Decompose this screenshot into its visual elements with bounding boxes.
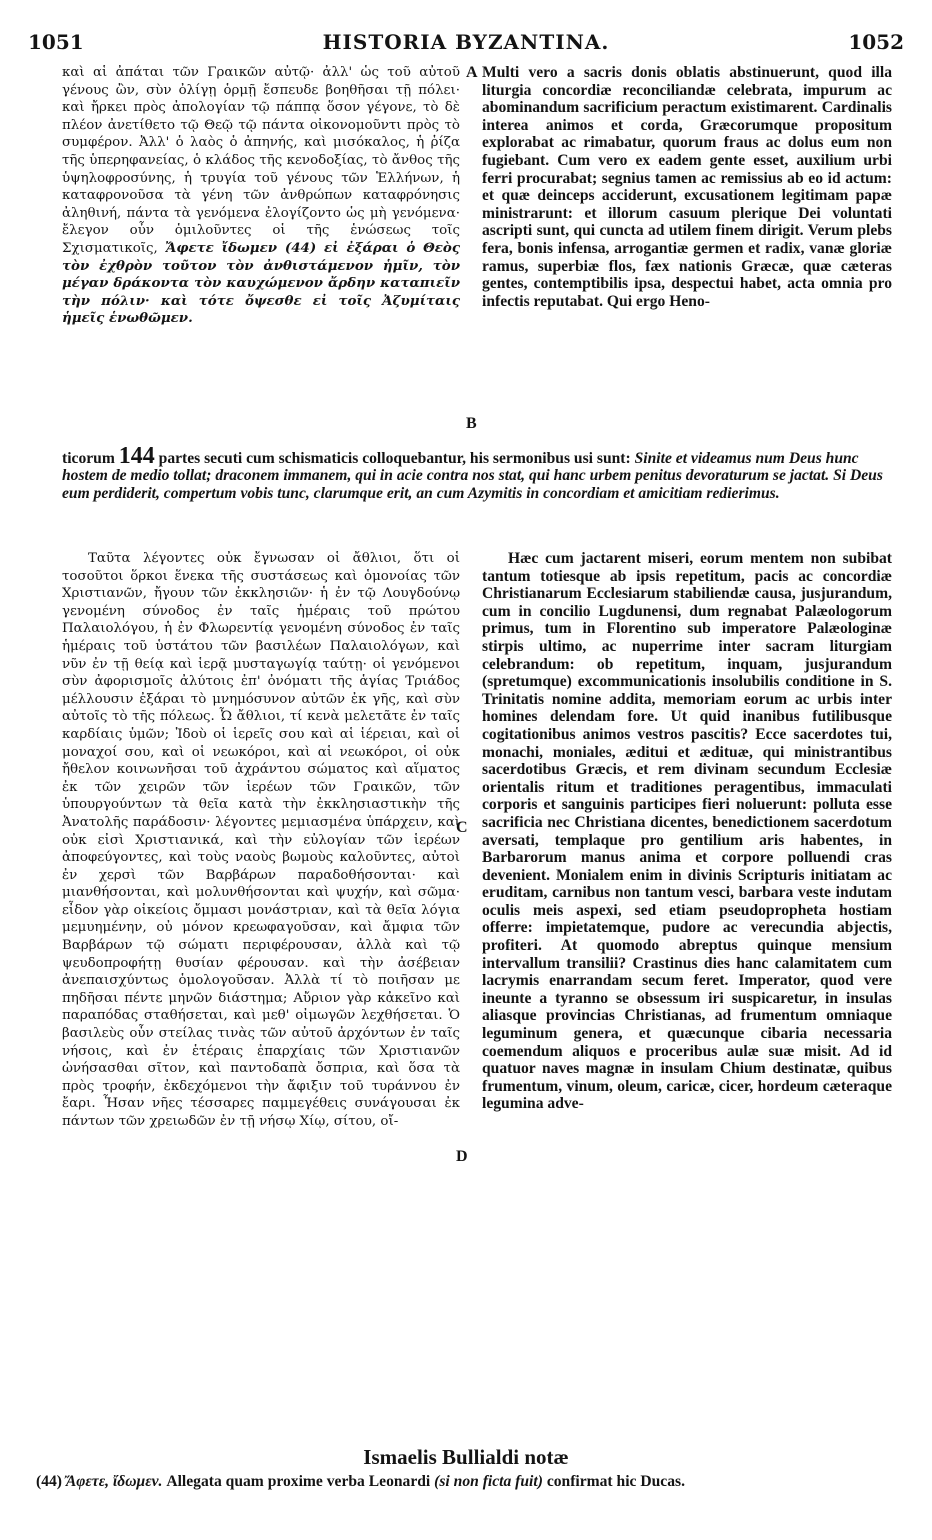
footnote-italic: (si non ficta fuit): [434, 1473, 543, 1490]
notes-heading: Ismaelis Bullialdi notæ: [363, 1445, 569, 1469]
greek-text: καὶ αἱ ἀπάται τῶν Γραικῶν αὐτῷ· ἀλλ' ὡς τοῦ αὐτοῦ γένους ὢν, σὺν ὀλίγῃ ὁρμῇ ἔσπευδε βοηθῆσαι τῇ πόλει· καὶ ἤρκει πρὸς ἀπολογίαν τῷ πάππᾳ ὅσον γέγονε, τὸ δὲ πλέον ἀνετίθετο τῷ Θεῷ τῷ πάντα οἰκονομοῦντι πρὸς τὸ συμφέρον. Ἀλλ' ὁ λαὸς ὁ ἀπηνής, καὶ μισόκαλος, ἡ ῥίζα τῆς ὑπερηφανείας, ὁ κλάδος τῆς κενοδοξίας, τὸ ἄνθος τῆς ὑψηλοφροσύνης, ἡ τρυγία τοῦ γένους τῶν Ἑλλήνων, ἡ καταφρονοῦσα τὰ γένη τῶν ἀνθρώπων καταφρόνησις ἀληθινή, πάντα τὰ γενόμενα ἐλογίζοντο ὡς μὴ γενόμενα· ἔλεγον οὖν ὁμιλοῦντες οἱ τῆς ἑνώσεως τοῖς Σχισματικοῖς,: [62, 65, 460, 256]
greek-paragraph-1: [62, 64, 460, 328]
page-number-left: 1051: [28, 30, 84, 54]
page-number-right: 1052: [848, 30, 904, 54]
margin-letter-b: B: [466, 415, 477, 432]
latin-column-top: [482, 64, 892, 310]
latin-bridge-paragraph: [62, 432, 892, 518]
footnote-text-b: confirmat hic Ducas.: [546, 1473, 685, 1490]
margin-letter-a: A: [466, 64, 478, 81]
bridge-quoted-speech: Sinite et videamus num Deus hunc hostem de medio tollat; draconem immanem, qui in acie contra nos stat, qui hanc urbem penitus devoraturum se jactat. Si Deus eum perdiderit, compertum vobis tunc, clarumque erit, an cum Azymitis in concordiam et amicitiam redierimus.: [62, 449, 883, 502]
footnote-ref: (44): [36, 1473, 62, 1490]
page-header: [28, 30, 904, 58]
greek-column-bottom: [62, 550, 460, 1131]
bridge-lead: ticorum: [62, 449, 115, 467]
running-title: HISTORIA BYZANTINA.: [322, 30, 610, 54]
greek-quoted-speech: Ἄφετε ἴδωμεν (44) εἰ ἐξάραι ὁ Θεὸς τὸν ἐχθρὸν τοῦτον τὸν ἀνθιστάμενον ἡμῖν, τὸν μέγαν δράκοντα τὸν καυχώμενον ἄρδην καταπιεῖν τὴν πόλιν· καὶ τότε ὄψεσθε εἰ τοῖς Ἀζυμίταις ἡμεῖς ἑνωθῶμεν.: [62, 239, 461, 327]
latin-column-bottom: [482, 550, 892, 1113]
bridge-text: partes secuti cum schismaticis colloquebantur, his sermonibus usi sunt:: [158, 449, 631, 467]
latin-paragraph-1: Multi vero a sacris donis oblatis abstinuerunt, quod illa liturgia concordiæ reconciliandæ celebrata, impurum ac abominandum sacrificium peractum existimarent. Cardinalis interea animos et corda, Græcorumque propositum explorabat ac rimabatur, quorum fraus ac dolus eum non fugiebant. Cum vero ex eadem gente esset, auxilium urbi ferri procurabat; segnius tamen ac remissius ab eo id actum: et quæ deinceps acciderunt, excusationem legitimam papæ ministrarunt: et illorum casuum plerique Dei voluntati ascripti sunt, qui cuncta ad utilem finem dirigit. Verum plebs fera, bonis infensa, arrogantiæ germen et radix, vanæ gloriæ ramus, superbiæ flos, fæx nationis Græcæ, quæ cæteras gentes, contemptibilis ipsa, despectui habet, acta omnia pro infectis reputabat. Qui ergo Heno-: [482, 64, 892, 310]
footnote: [36, 1473, 892, 1491]
margin-letter-d: D: [456, 1148, 468, 1165]
greek-column-top: [62, 64, 460, 328]
page-marker: 144: [118, 442, 155, 469]
footnote-lemma: Ἄφετε, ἴδωμεν.: [65, 1473, 163, 1490]
footnote-text-a: Allegata quam proxime verba Leonardi: [166, 1473, 431, 1490]
margin-letter-c: C: [456, 819, 468, 836]
greek-paragraph-2: Ταῦτα λέγοντες οὐκ ἔγνωσαν οἱ ἄθλιοι, ὅτι οἱ τοσοῦτοι ὅρκοι ἕνεκα τῆς συστάσεως καὶ ὁμονοίας τῶν Χριστιανῶν, ἤγουν τῶν ἐκκλησιῶν· ἡ ἐν τῷ Λουγδούνῳ γενομένη σύνοδος ἐν ταῖς ἡμέραις τοῦ πρώτου Παλαιολόγου, ἡ ἐν Φλωρεντίᾳ γενομένη σύνοδος ἐν ταῖς ἡμέραις τοῦ ὑστάτου τῶν βασιλέων Παλαιολόγων, καὶ νῦν ἐν τῇ θείᾳ καὶ ἱερᾷ μυσταγωγίᾳ ταύτῃ· οἱ γενόμενοι σὺν ἀφορισμοῖς ἀλύτοις ἐπ' ὀνόματι τῆς ἁγίας Τριάδος μέλλουσιν ἐξάραι τὸ μνημόσυνον αὐτῶν ἐκ γῆς, καὶ σὺν αὐτοῖς τὸ τῆς πόλεως. Ὦ ἄθλιοι, τί κενὰ μελετᾶτε ἐν ταῖς καρδίαις ὑμῶν; Ἰδοὺ οἱ ἱερεῖς σου καὶ αἱ ἱέρειαι, καὶ οἱ μοναχοί σου, καὶ οἱ νεωκόροι, καὶ αἱ νεωκόροι, οἱ οὐκ ἤθελον κοινωνῆσαι τοῦ ἀχράντου σώματος καὶ αἵματος ἐκ τῶν χειρῶν τῶν ἱερέων τῶν Γραικῶν, τῶν ὑπουργούντων τὰ θεῖα κατὰ τὴν ἐκκλησιαστικὴν τῆς Ἀνατολῆς παράδοσιν· λέγοντες μεμιασμένα ὑπάρχειν, καὶ οὐκ εἰσὶ Χριστιανικά, καὶ τὴν εὐλογίαν τῶν ἱερέων ἀποφεύγοντες, καὶ τοὺς ναοὺς βωμοὺς καλοῦντες, αὐτοὶ ἐν χερσὶ τῶν Βαρβάρων παραδοθήσονται· καὶ μιανθήσονται, καὶ μολυνθήσονται καὶ ψυχήν, καὶ σῶμα· εἶδον γὰρ οἰκείοις ὄμμασι μονάστριαν, καὶ τὰ θεῖα λόγια μεμυημένην, οὐ μόνον κρεωφαγοῦσαν, καὶ ἄμφια τῶν Βαρβάρων τῷ σώματι περιφέρουσαν, ἀλλὰ καὶ τῷ ψευδοπροφήτῃ θυσίαν φέρουσαν. καὶ τὴν ἀσέβειαν ἀνεπαισχύντως ὁμολογοῦσαν. Ἀλλὰ τί τὸ ποιῆσαν με πηδῆσαι πέντε μηνῶν διάστημα; Αὔριον γὰρ κἀκεῖνο καὶ παραπόδας σταθήσεται, καὶ μεθ' οἰμωγῶν λεχθήσεται. Ὁ βασιλεὺς οὖν στείλας τινὰς τῶν αὐτοῦ ἀρχόντων ἐν ταῖς νήσοις, καὶ ἐν ἑτέραις ἐπαρχίαις τῶν Χριστιανῶν ὠνήσασθαι σῖτον, καὶ παντοδαπὰ ὄσπρια, καὶ ὅσα τὰ πρὸς τροφήν, ἐκδεχόμενοι τὴν ἄφιξιν τοῦ τυράννου ἐν ἔαρι. Ἦσαν νῆες τέσσαρες παμμεγέθεις συνάγουσαι ἐκ πάντων τῶν χρειωδῶν ἐν τῇ νήσῳ Χίῳ, σίτου, οἴ-: [62, 551, 460, 1129]
latin-paragraph-2: Hæc cum jactarent miseri, eorum mentem non subibat tantum totiesque ab ipsis repetitum, pacis ac concordiæ Christianarum Ecclesiarum stabiliendæ causa, jusjurandum, cum in concilio Lugdunensi, dum regnabat Palæologorum primus, tum in Florentino sub imperatore Palæologinæ stirpis ultimo, ac nuperrime inter sacram liturgiam celebrandum: ob repetitum, inquam, jusjurandum (spretumque) excommunicationis insolubilis conditione in S. Trinitatis nomine addita, memoriam eorum ac urbis inter homines delendam fore. Ut quid inanibus futilibusque cogitationibus animos vestros pascitis? Ecce sacerdotes tui, monachi, moniales, æditui et ædituæ, qui ministrantibus sacerdotibus Græcis, et rem divinam secundum Ecclesiæ orientalis ritum et traditiones peragentibus, immaculati corporis et sanguinis participes fieri noluerunt: polluta esse sacrificia nec Christiana dicentes, benedictionem sacerdotum aversati, templaque pro gentilium aris habentes, in Barbarorum manus anima et corpore polluendi cras devenient. Monialem enim in divinis Scripturis initiatam ac eruditam, carnibus non tantum vesci, barbara veste indutam oculis meis aspexi, sed etiam pseudopropheta hostiam offerre: impietatemque, pudore ac verecundia abjectis, profiteri. At quomodo abreptus quinque mensium intervallum transilii? Crastinus dies hanc calamitatem cum lacrymis enarrandam secum feret. Imperator, quod vere ineunte a tyranno se obsessum iri suspicaretur, in insulas aliasque provincias Christianas, ad frumentum omniaque leguminum genera, et quæcunque cibaria necessaria coemendum aliquos e proceribus aulæ suæ misit. Ad id quatuor naves magnæ in insulam Chium destinatæ, quibus frumentum, vinum, oleum, caricæ, cicer, hordeum cæteraque legumina adve-: [482, 550, 892, 1113]
